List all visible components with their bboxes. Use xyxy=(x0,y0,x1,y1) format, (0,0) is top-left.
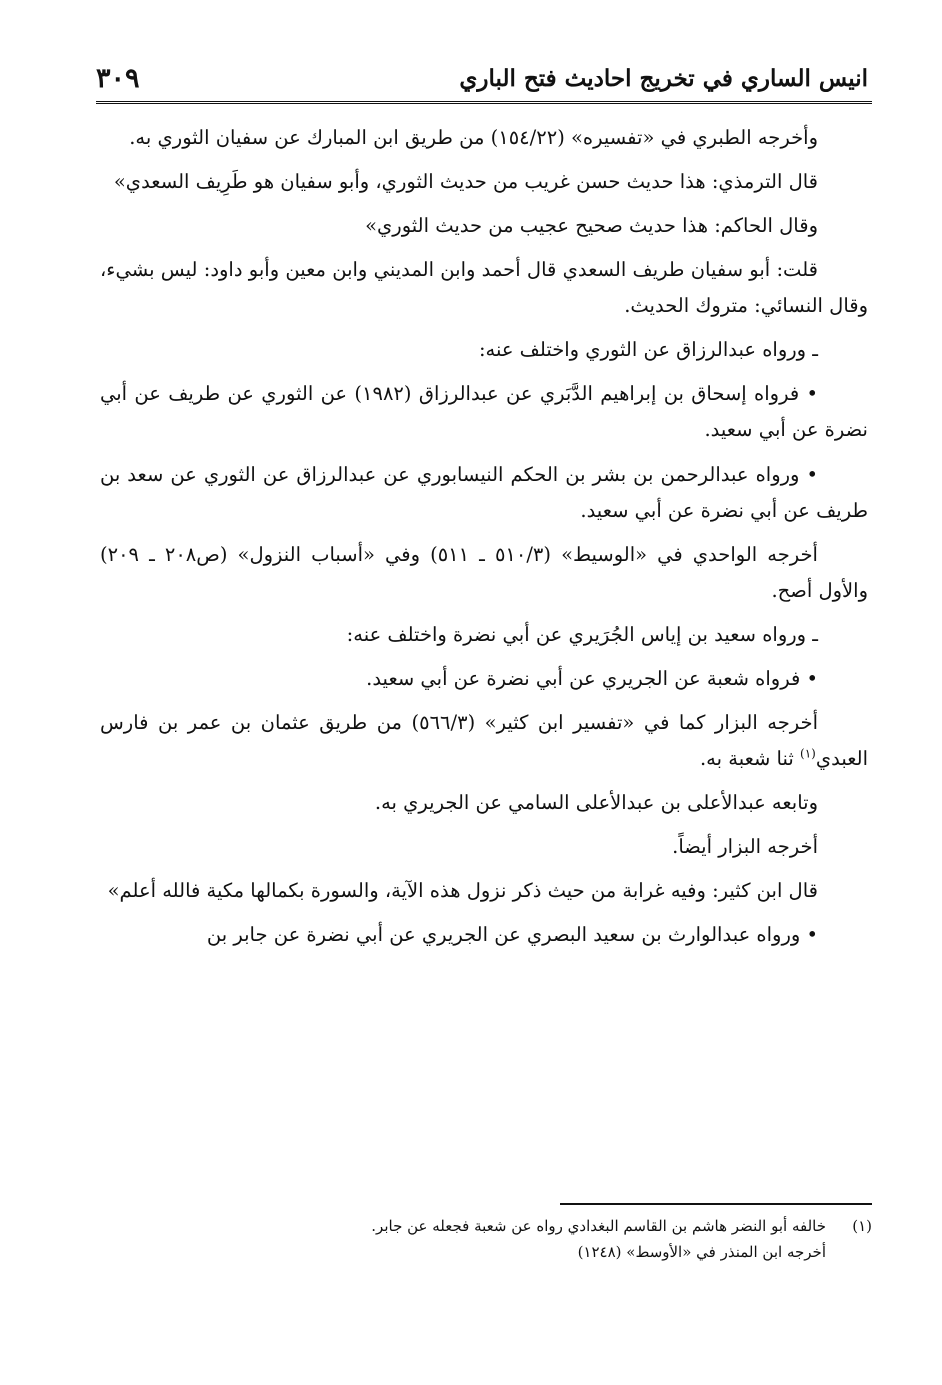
page-number: ٣٠٩ xyxy=(96,62,140,94)
paragraph: وأخرجه الطبري في «تفسيره» (١٥٤/٢٢) من طريق ابن المبارك عن سفيان الثوري به. xyxy=(129,126,818,149)
footnote-continuation: أخرجه ابن المنذر في «الأوسط» (١٢٤٨) xyxy=(577,1242,826,1261)
paragraph: ـ ورواه سعيد بن إياس الجُرَيري عن أبي نضرة واختلف عنه: xyxy=(346,622,818,646)
paragraph-with-footnote xyxy=(100,705,868,777)
footnote-marker[interactable]: (١) xyxy=(800,746,816,761)
paragraph: أخرجه البزار أيضاً. xyxy=(672,835,818,859)
paragraph: • ورواه عبدالرحمن بن بشر بن الحكم النيسابوري عن عبدالرزاق عن الثوري عن سعد بن طريف عن أبي نضرة عن أبي سعيد. xyxy=(100,462,868,522)
running-title: انيس الساري في تخريج احاديث فتح الباري xyxy=(459,64,868,92)
paragraph: وتابعه عبدالأعلى بن عبدالأعلى السامي عن الجريري به. xyxy=(374,791,818,814)
footnote xyxy=(100,1214,872,1240)
paragraph: • فرواه إسحاق بن إبراهيم الدَّبَري عن عبدالرزاق (١٩٨٢) عن الثوري عن طريف عن أبي نضرة عن أبي سعيد. xyxy=(100,382,868,442)
paragraph-text: أخرجه البزار كما في «تفسير ابن كثير» (٥٦٦/٣) من طريق عثمان بن عمر بن فارس العبدي xyxy=(100,710,868,770)
paragraph: • ورواه عبدالوارث بن سعيد البصري عن الجريري عن أبي نضرة عن جابر بن xyxy=(206,923,818,947)
paragraph: وقال الحاكم: هذا حديث صحيح عجيب من حديث الثوري» xyxy=(365,214,818,238)
paragraph-text: ثنا شعبة به. xyxy=(699,746,794,770)
page-header xyxy=(96,58,868,98)
paragraph: قلت: أبو سفيان طريف السعدي قال أحمد وابن المديني وابن معين وأبو داود: ليس بشيء، وقال النسائي: متروك الحديث. xyxy=(100,258,868,318)
footnote-text: خالفه أبو النضر هاشم بن القاسم البغدادي رواه عن شعبة فجعله عن جابر. xyxy=(371,1217,826,1235)
paragraph: ـ ورواه عبدالرزاق عن الثوري واختلف عنه: xyxy=(478,338,818,362)
paragraph: أخرجه الواحدي في «الوسيط» (٥١٠/٣ ـ ٥١١) وفي «أسباب النزول» (ص٢٠٨ ـ ٢٠٩) والأول أصح. xyxy=(100,542,868,602)
header-rule xyxy=(96,101,872,104)
paragraph: قال ابن كثير: وفيه غرابة من حيث ذكر نزول هذه الآية، والسورة بكمالها مكية فالله أعلم» xyxy=(107,879,818,903)
footnote-number: (١) xyxy=(852,1217,872,1235)
paragraph: • فرواه شعبة عن الجريري عن أبي نضرة عن أبي سعيد. xyxy=(366,666,818,690)
footnote-separator xyxy=(560,1203,872,1205)
paragraph: قال الترمذي: هذا حديث حسن غريب من حديث الثوري، وأبو سفيان هو طَرِيف السعدي» xyxy=(113,170,818,194)
body-text xyxy=(100,120,868,961)
footnotes xyxy=(100,1214,872,1265)
